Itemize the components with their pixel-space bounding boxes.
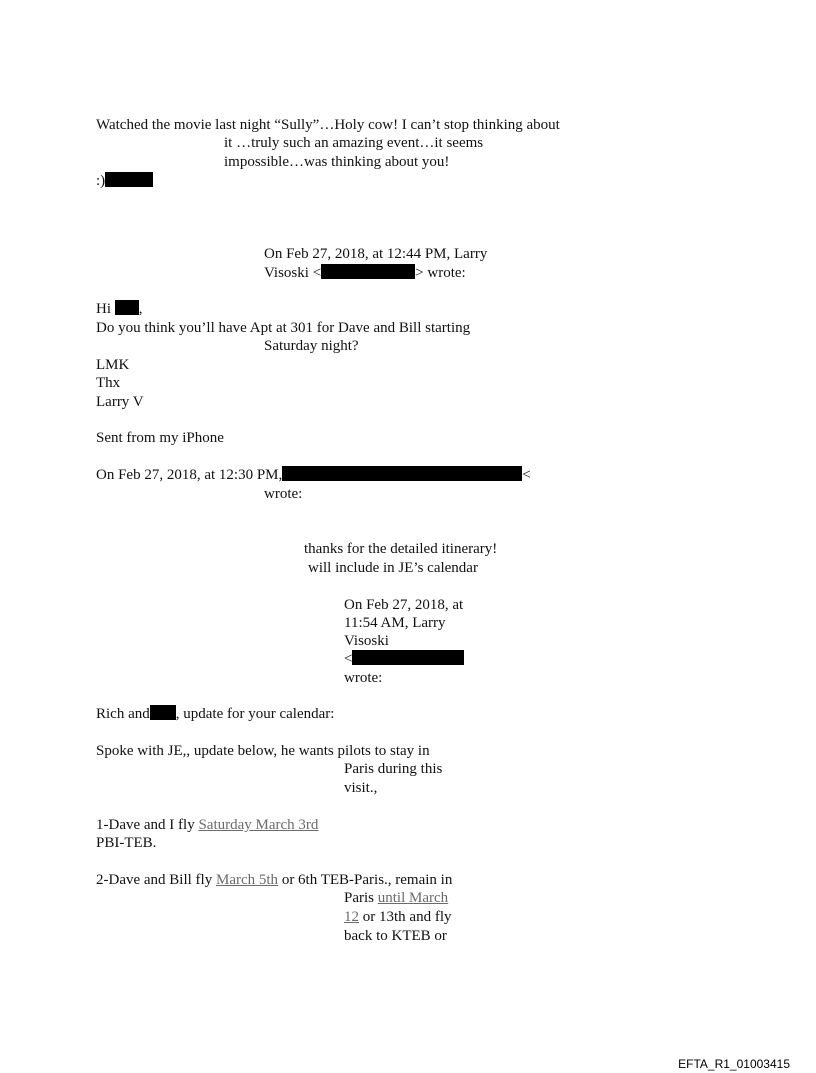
msg4-item2-13th: or 13th and fly — [359, 909, 452, 925]
redaction-block — [282, 466, 522, 481]
q3-line1: On Feb 27, 2018, at — [344, 597, 464, 613]
redaction-block — [105, 172, 153, 187]
msg2-thx: Thx — [96, 375, 121, 391]
msg4-item2-pre: 2-Dave and Bill fly — [96, 872, 216, 888]
msg1-line4 — [96, 172, 153, 190]
redaction-block — [115, 300, 139, 315]
document-id: EFTA_R1_01003415 — [678, 1057, 790, 1071]
q3-line2: 11:54 AM, Larry — [344, 615, 446, 631]
redaction-block — [352, 650, 464, 665]
msg3-line2: will include in JE’s calendar — [308, 560, 478, 576]
q3-bracket: < — [344, 651, 353, 667]
date-link-until-march-12[interactable]: until March — [377, 890, 449, 906]
msg1-emoticon: :) — [96, 173, 106, 189]
msg1-line3: impossible…was thinking about you! — [224, 154, 450, 170]
date-link-march-3[interactable]: Saturday March 3rd — [198, 817, 319, 833]
msg4-item1-pre: 1-Dave and I fly — [96, 817, 199, 833]
q3-line4 — [344, 650, 464, 668]
msg4-rich-post: , update for your calendar: — [175, 706, 335, 722]
q3-line5: wrote: — [344, 670, 383, 686]
msg4-item2-line1 — [96, 871, 452, 889]
q1-header-line1: On Feb 27, 2018, at 12:44 PM, Larry — [264, 246, 488, 262]
msg1-line2: it …truly such an amazing event…it seems — [224, 135, 484, 151]
msg4-item2-line4: back to KTEB or — [344, 928, 447, 944]
redaction-block — [150, 705, 176, 720]
msg2-greeting-comma: , — [138, 301, 143, 317]
q1-header-wrote: > wrote: — [415, 265, 466, 281]
msg2-signature: Larry V — [96, 394, 144, 410]
msg4-spoke-line1: Spoke with JE,, update below, he wants pilots to stay in — [96, 743, 430, 759]
msg4-item1-line2: PBI-TEB. — [96, 835, 157, 851]
q3-line3: Visoski — [344, 633, 389, 649]
q1-header-from: Visoski < — [264, 265, 322, 281]
msg4-item2-paris: Paris — [344, 890, 378, 906]
msg4-item2-line2 — [344, 889, 448, 907]
msg4-rich-pre: Rich and — [96, 706, 150, 722]
msg2-sent-from: Sent from my iPhone — [96, 430, 224, 446]
msg4-item1-line1 — [96, 816, 318, 834]
date-link-march-5[interactable]: March 5th — [215, 872, 279, 888]
q2-header-date: On Feb 27, 2018, at 12:30 PM, — [96, 467, 283, 483]
q2-header-line1 — [96, 466, 531, 484]
msg4-item2-line3 — [344, 908, 451, 926]
date-link-12[interactable]: 12 — [344, 909, 359, 925]
msg4-item2-post: or 6th TEB-Paris., remain in — [278, 872, 453, 888]
msg2-lmk: LMK — [96, 357, 130, 373]
msg4-spoke-line2: Paris during this — [344, 761, 443, 777]
msg4-spoke-line3: visit., — [344, 780, 378, 796]
msg2-body-line2: Saturday night? — [264, 338, 359, 354]
msg2-greeting — [96, 300, 143, 318]
msg4-rich-line — [96, 705, 334, 723]
q2-header-line2: wrote: — [264, 486, 303, 502]
q2-header-bracket: < — [522, 467, 531, 483]
q1-header-line2 — [264, 264, 466, 282]
msg2-body-line1: Do you think you’ll have Apt at 301 for Dave and Bill starting — [96, 320, 471, 336]
redaction-block — [321, 264, 415, 279]
msg1-line1: Watched the movie last night “Sully”…Holy cow! I can’t stop thinking about — [96, 117, 560, 133]
msg3-line1: thanks for the detailed itinerary! — [304, 541, 498, 557]
msg2-greeting-hi: Hi — [96, 301, 111, 317]
